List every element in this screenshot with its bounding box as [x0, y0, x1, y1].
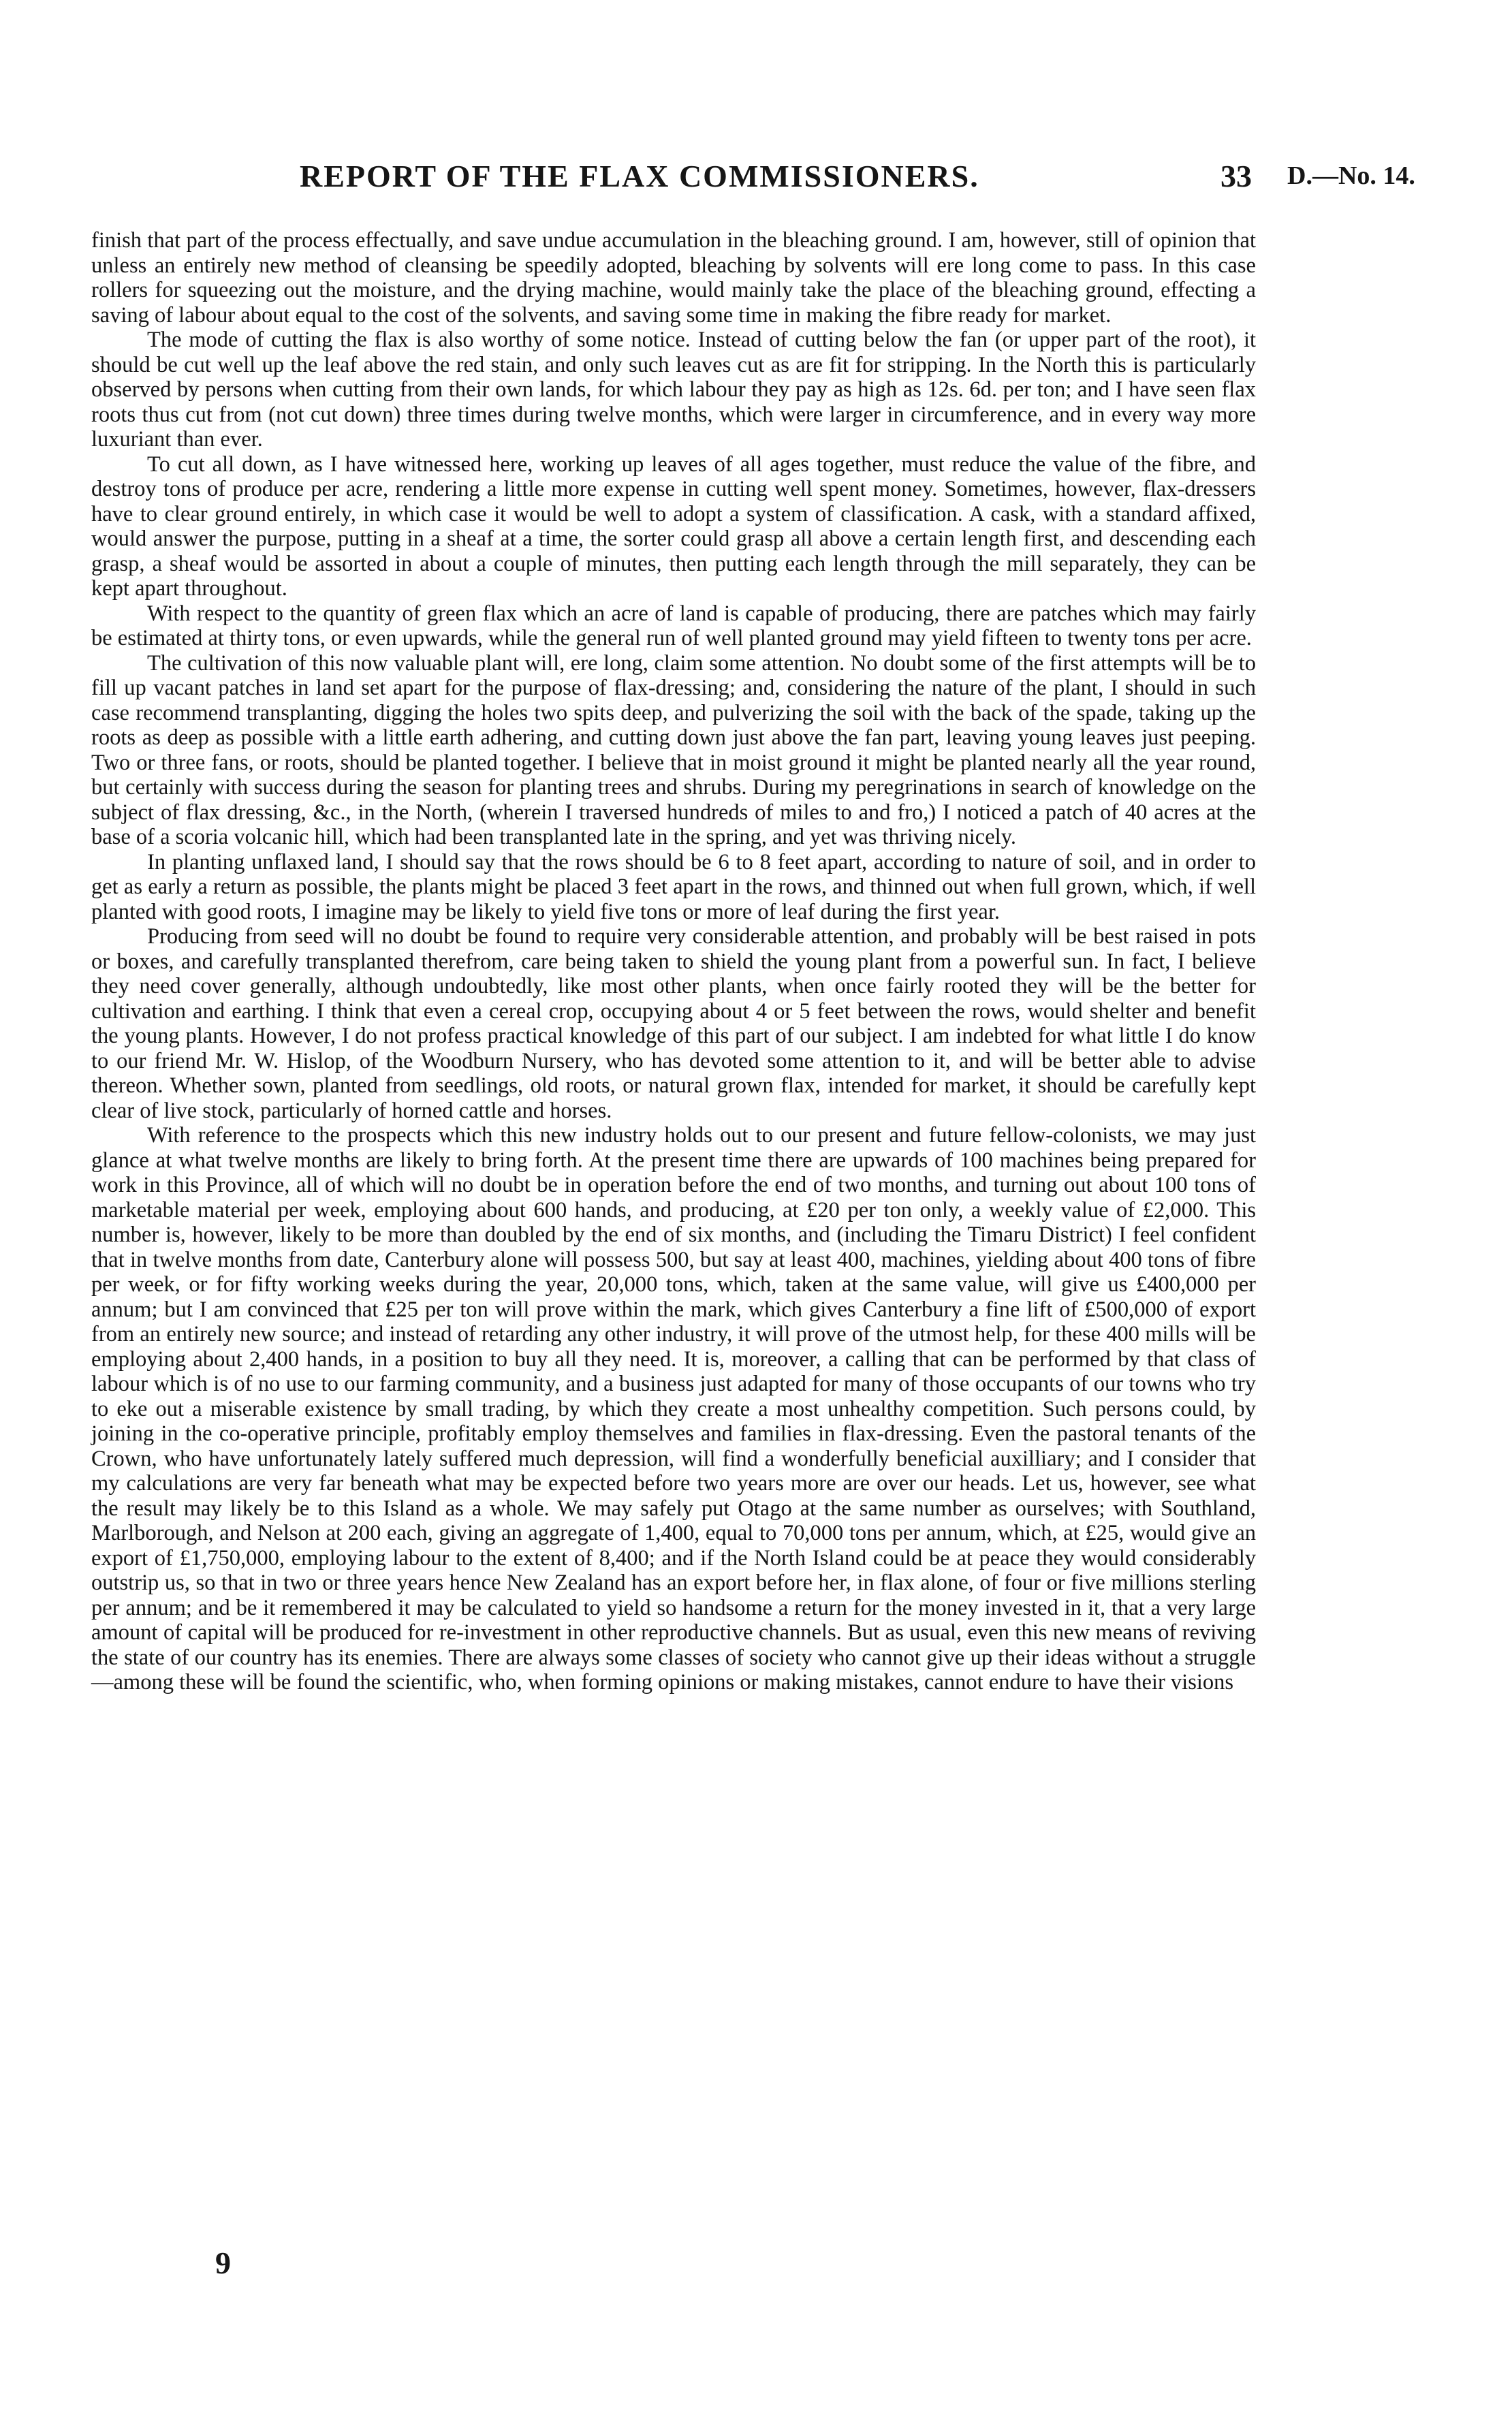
- paragraph-continued: finish that part of the process effectually, and save undue accumulation in the bleaching ground. I am, however, still of opinion that unless an entirely new method of cleansing be speedily adopted, bleaching by solvents will ere long come to pass. In this case rollers for squeezing out the moisture, and the drying machine, would mainly take the place of the bleaching ground, effecting a saving of labour about equal to the cost of the solvents, and saving some time in making the fibre ready for market.: [91, 228, 1256, 328]
- printer-signature-mark: 9: [215, 2245, 231, 2280]
- running-header: [0, 158, 1512, 206]
- document-reference: D.—No. 14.: [1287, 161, 1415, 190]
- paragraph: The mode of cutting the flax is also worthy of some notice. Instead of cutting below the fan (or upper part of the root), it should be cut well up the leaf above the red stain, and only such leaves cut as are fit for stripping. In the North this is particularly observed by persons when cutting from their own lands, for which labour they pay as high as 12s. 6d. per ton; and I have seen flax roots thus cut from (not cut down) three times during twelve months, which were larger in circumference, and in every way more luxuriant than ever.: [91, 328, 1256, 452]
- paragraph: In planting unflaxed land, I should say that the rows should be 6 to 8 feet apart, according to nature of soil, and in order to get as early a return as possible, the plants might be placed 3 feet apart in the rows, and thinned out when full grown, which, if well planted with good roots, I imagine may be likely to yield five tons or more of leaf during the first year.: [91, 849, 1256, 924]
- paragraph: To cut all down, as I have witnessed here, working up leaves of all ages together, must reduce the value of the fibre, and destroy tons of produce per acre, rendering a little more expense in cutting well spent money. Sometimes, however, flax-dressers have to clear ground entirely, in which case it would be well to adopt a system of classification. A cask, with a standard affixed, would answer the purpose, putting in a sheaf at a time, the sorter could grasp all above a certain length first, and descending each grasp, a sheaf would be assorted in about a couple of minutes, then putting each length through the mill separately, they can be kept apart throughout.: [91, 452, 1256, 601]
- paragraph: With respect to the quantity of green flax which an acre of land is capable of producing, there are patches which may fairly be estimated at thirty tons, or even upwards, while the general run of well planted ground may yield fifteen to twenty tons per acre.: [91, 601, 1256, 650]
- paragraph: The cultivation of this now valuable plant will, ere long, claim some attention. No doubt some of the first attempts will be to fill up vacant patches in land set apart for the purpose of flax-dressing; and, considering the nature of the plant, I should in such case recommend transplanting, digging the holes two spits deep, and pulverizing the soil with the back of the spade, taking up the roots as deep as possible with a little earth adhering, and cutting down just above the fan part, leaving young leaves just peeping. Two or three fans, or roots, should be planted together. I believe that in moist ground it might be planted nearly all the year round, but certainly with success during the season for planting trees and shrubs. During my peregrinations in search of knowledge on the subject of flax dressing, &c., in the North, (wherein I traversed hundreds of miles to and fro,) I noticed a patch of 40 acres at the base of a scoria volcanic hill, which had been transplanted late in the spring, and yet was thriving nicely.: [91, 650, 1256, 849]
- paragraph: With reference to the prospects which this new industry holds out to our present and future fellow-colonists, we may just glance at what twelve months are likely to bring forth. At the present time there are upwards of 100 machines being prepared for work in this Province, all of which will no doubt be in operation before the end of two months, and turning out about 100 tons of marketable material per week, employing about 600 hands, and producing, at £20 per ton only, a weekly value of £2,000. This number is, however, likely to be more than doubled by the end of six months, and (including the Timaru District) I feel confident that in twelve months from date, Canterbury alone will possess 500, but say at least 400, machines, yielding about 400 tons of fibre per week, or for fifty working weeks during the year, 20,000 tons, which, taken at the same value, will give us £400,000 per annum; but I am convinced that £25 per ton will prove within the mark, which gives Canterbury a fine lift of £500,000 of export from an entirely new source; and instead of retarding any other industry, it will prove of the utmost help, for these 400 mills will be employing about 2,400 hands, in a position to buy all they need. It is, moreover, a calling that can be performed by that class of labour which is of no use to our farming community, and a business just adapted for many of those occupants of our towns who try to eke out a miserable existence by small trading, by which they create a most unhealthy competition. Such persons could, by joining in the co-operative principle, profitably employ themselves and families in flax-dressing. Even the pastoral tenants of the Crown, who have unfortunately lately suffered much depression, will find a wonderfully beneficial auxilliary; and I consider that my calculations are very far beneath what may be expected before two years more are over our heads. Let us, however, see what the result may likely be to this Island as a whole. We may safely put Otago at the same number as ourselves; with Southland, Marlborough, and Nelson at 200 each, giving an aggregate of 1,400, equal to 70,000 tons per annum, which, at £25, would give an export of £1,750,000, employing labour to the extent of 8,400; and if the North Island could be at peace they would considerably outstrip us, so that in two or three years hence New Zealand has an export before her, in flax alone, of four or five millions sterling per annum; and be it remembered it may be calculated to yield so handsome a return for the money invested in it, that a very large amount of capital will be produced for re-investment in other reproductive channels. But as usual, even this new means of reviving the state of our country has its enemies. There are always some classes of society who cannot give up their ideas without a struggle—among these will be found the scientific, who, when forming opinions or making mistakes, cannot endure to have their visions: [91, 1123, 1256, 1694]
- body-text: [91, 228, 1256, 1695]
- running-title: REPORT OF THE FLAX COMMISSIONERS.: [300, 159, 979, 193]
- page-number: 33: [1220, 159, 1252, 193]
- paragraph: Producing from seed will no doubt be found to require very considerable attention, and probably will be best raised in pots or boxes, and carefully transplanted therefrom, care being taken to shield the young plant from a powerful sun. In fact, I believe they need cover generally, although undoubtedly, like most other plants, when once fairly rooted they will be the better for cultivation and earthing. I think that even a cereal crop, occupying about 4 or 5 feet between the rows, would shelter and benefit the young plants. However, I do not profess practical knowledge of this part of our subject. I am indebted for what little I do know to our friend Mr. W. Hislop, of the Woodburn Nursery, who has devoted some attention to it, and will be better able to advise thereon. Whether sown, planted from seedlings, old roots, or natural grown flax, intended for market, it should be carefully kept clear of live stock, particularly of horned cattle and horses.: [91, 924, 1256, 1123]
